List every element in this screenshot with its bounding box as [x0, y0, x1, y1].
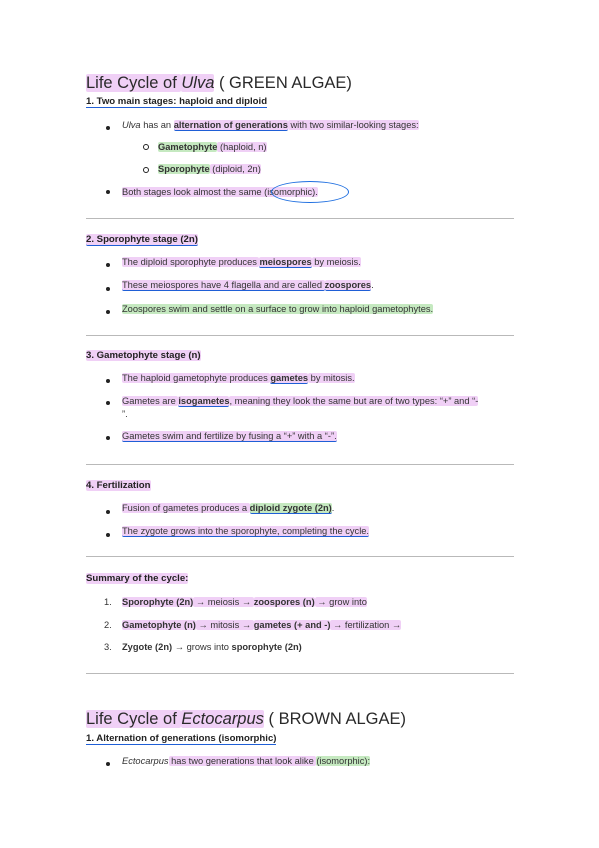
ulva-title-genus: Ulva — [181, 74, 215, 92]
ulva-s4-bullet-2: The zygote grows into the sporophyte, completing the cycle. — [122, 526, 370, 536]
summary-item-2: Gametophyte (n) → mitosis → gametes (+ and -) → fertilization → — [122, 620, 402, 630]
bullet — [106, 379, 110, 383]
ecto-title-suffix: ( BROWN ALGAE) — [263, 710, 407, 728]
bullet — [106, 310, 110, 314]
bullet — [106, 126, 110, 130]
ulva-s1-heading: 1. Two main stages: haploid and diploid — [86, 96, 268, 107]
list-number: 3. — [104, 642, 112, 652]
ulva-s1-sub-1: Gametophyte (haploid, n) — [158, 142, 267, 152]
list-number: 2. — [104, 620, 112, 630]
sub-bullet — [143, 167, 149, 173]
ulva-s3-bullet-2-cont: ”. — [122, 409, 128, 419]
divider — [86, 673, 514, 674]
ulva-title — [86, 74, 352, 93]
ecto-title-prefix: Life Cycle of — [86, 710, 182, 728]
ecto-title — [86, 710, 406, 729]
bullet — [106, 287, 110, 291]
divider — [86, 218, 514, 219]
ulva-s4-bullet-1: Fusion of gametes produces a diploid zygote (2n). — [122, 503, 335, 513]
ulva-s2-heading: 2. Sporophyte stage (2n) — [86, 234, 198, 245]
bullet — [106, 436, 110, 440]
bullet — [106, 762, 110, 766]
ulva-title-suffix: ( GREEN ALGAE) — [214, 74, 352, 92]
list-number: 1. — [104, 597, 112, 607]
ecto-s1-bullet-1: Ectocarpus has two generations that look alike (isomorphic): — [122, 756, 371, 766]
ulva-s1-bullet-2: Both stages look almost the same (isomorphic). — [122, 187, 318, 197]
ulva-s1-bullet-1: Ulva has an alternation of generations with two similar-looking stages: — [122, 120, 419, 130]
ecto-title-genus: Ectocarpus — [181, 710, 264, 728]
summary-item-3: Zygote (2n) → grows into sporophyte (2n) — [122, 642, 302, 652]
bullet — [106, 263, 110, 267]
sub-bullet — [143, 144, 149, 150]
ulva-s3-heading: 3. Gametophyte stage (n) — [86, 350, 201, 361]
ulva-s1-sub-2: Sporophyte (diploid, 2n) — [158, 164, 261, 174]
ulva-title-prefix: Life Cycle of — [86, 74, 182, 92]
bullet — [106, 533, 110, 537]
divider — [86, 464, 514, 465]
summary-heading: Summary of the cycle: — [86, 573, 189, 584]
ulva-s3-bullet-3: Gametes swim and fertilize by fusing a “+” with a “-”. — [122, 431, 337, 441]
ulva-s2-bullet-1: The diploid sporophyte produces meiospores by meiosis. — [122, 257, 361, 267]
bullet — [106, 401, 110, 405]
pen-circle-annotation — [271, 181, 349, 203]
ulva-s4-heading: 4. Fertilization — [86, 480, 151, 491]
summary-item-1: Sporophyte (2n) → meiosis → zoospores (n) → grow into — [122, 597, 367, 607]
ecto-s1-heading: 1. Alternation of generations (isomorphic) — [86, 733, 277, 744]
ulva-s3-bullet-2: Gametes are isogametes, meaning they look the same but are of two types: “+” and “- — [122, 396, 479, 406]
divider — [86, 335, 514, 336]
bullet — [106, 190, 110, 194]
ulva-s3-bullet-1: The haploid gametophyte produces gametes by mitosis. — [122, 373, 355, 383]
ulva-s2-bullet-2: These meiospores have 4 flagella and are called zoospores. — [122, 280, 374, 290]
ulva-s2-bullet-3: Zoospores swim and settle on a surface to grow into haploid gametophytes. — [122, 304, 434, 314]
divider — [86, 556, 514, 557]
bullet — [106, 510, 110, 514]
